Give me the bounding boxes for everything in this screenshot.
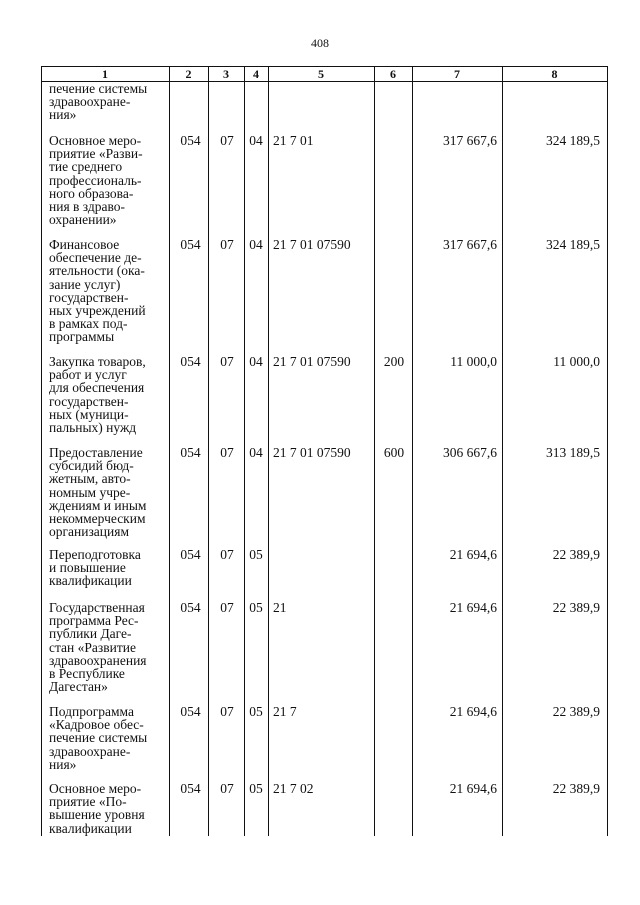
column-header: 8 — [551, 67, 558, 81]
col-divider — [208, 66, 209, 836]
subsection-code: 04 — [249, 445, 263, 460]
section-code: 07 — [220, 237, 234, 252]
subsection-code: 04 — [249, 354, 263, 369]
row-name: Основное меро- приятие «Разви- тие среднего профессиональ- ного образова- ния в здраво- охранении» — [49, 133, 143, 228]
target-article-code: 21 7 01 07590 — [273, 354, 351, 369]
subsection-code: 05 — [249, 547, 263, 562]
amount-col8: 324 189,5 — [546, 133, 600, 148]
amount-col7: 317 667,6 — [443, 133, 497, 148]
section-code: 07 — [220, 354, 234, 369]
amount-col8: 324 189,5 — [546, 237, 600, 252]
target-article-code: 21 7 02 — [273, 781, 314, 796]
amount-col7: 21 694,6 — [449, 600, 497, 615]
row-name: Переподготовка и повышение квалификации — [49, 547, 141, 589]
ministry-code: 054 — [180, 600, 201, 615]
section-code: 07 — [220, 547, 234, 562]
row-name: Основное меро- приятие «По- вышение уровня квалификации — [49, 781, 145, 836]
column-header: 7 — [454, 67, 460, 81]
amount-col8: 11 000,0 — [553, 354, 600, 369]
row-name: Подпрограмма «Кадровое обес- печение системы здравоохране- ния» — [49, 704, 148, 772]
subsection-code: 05 — [249, 781, 263, 796]
column-header: 5 — [318, 67, 324, 81]
ministry-code: 054 — [180, 781, 201, 796]
row-name: Государственная программа Рес- публики Даге- стан «Развитие здравоохранения в Республике Дагестан» — [49, 600, 147, 695]
amount-col7: 11 000,0 — [450, 354, 497, 369]
amount-col8: 313 189,5 — [546, 445, 600, 460]
ministry-code: 054 — [180, 704, 201, 719]
section-code: 07 — [220, 133, 234, 148]
ministry-code: 054 — [180, 237, 201, 252]
amount-col8: 22 389,9 — [552, 704, 600, 719]
column-header: 4 — [253, 67, 259, 81]
amount-col7: 317 667,6 — [443, 237, 497, 252]
subsection-code: 04 — [249, 237, 263, 252]
amount-col8: 22 389,9 — [552, 547, 600, 562]
subsection-code: 04 — [249, 133, 263, 148]
section-code: 07 — [220, 704, 234, 719]
target-article-code: 21 7 — [273, 704, 297, 719]
row-name: Финансовое обеспечение де- ятельности (ока- зание услуг) государствен- ных учреждений в рамках под- программы — [49, 237, 146, 345]
target-article-code: 21 7 01 07590 — [273, 445, 351, 460]
column-header: 2 — [185, 67, 192, 81]
expense-type-code: 200 — [383, 354, 405, 369]
page-number: 408 — [311, 36, 329, 50]
ministry-code: 054 — [180, 547, 201, 562]
row-name: печение системы здравоохране- ния» — [49, 81, 148, 123]
section-code: 07 — [220, 445, 234, 460]
subsection-code: 05 — [249, 600, 263, 615]
amount-col7: 21 694,6 — [449, 704, 497, 719]
budget-table — [41, 66, 608, 836]
ministry-code: 054 — [180, 354, 201, 369]
amount-col8: 22 389,9 — [552, 600, 600, 615]
row-name: Предоставление субсидий бюд- жетным, авто- номным учре- ждениям и иным некоммерческим организациям — [49, 445, 147, 540]
col-divider — [41, 66, 42, 836]
amount-col8: 22 389,9 — [552, 781, 600, 796]
section-code: 07 — [220, 600, 234, 615]
col-divider — [268, 66, 269, 836]
expense-type-code: 600 — [383, 445, 405, 460]
amount-col7: 21 694,6 — [449, 547, 497, 562]
ministry-code: 054 — [180, 133, 201, 148]
column-header: 6 — [390, 67, 396, 81]
col-divider — [607, 66, 608, 836]
ministry-code: 054 — [180, 445, 201, 460]
column-header: 3 — [223, 67, 229, 81]
target-article-code: 21 — [273, 600, 287, 615]
section-code: 07 — [220, 781, 234, 796]
column-header: 1 — [102, 67, 108, 81]
amount-col7: 21 694,6 — [449, 781, 497, 796]
row-name: Закупка товаров, работ и услуг для обеспечения государствен- ных (муници- пальных) нужд — [49, 354, 146, 436]
subsection-code: 05 — [249, 704, 263, 719]
amount-col7: 306 667,6 — [443, 445, 497, 460]
target-article-code: 21 7 01 — [273, 133, 314, 148]
target-article-code: 21 7 01 07590 — [273, 237, 351, 252]
